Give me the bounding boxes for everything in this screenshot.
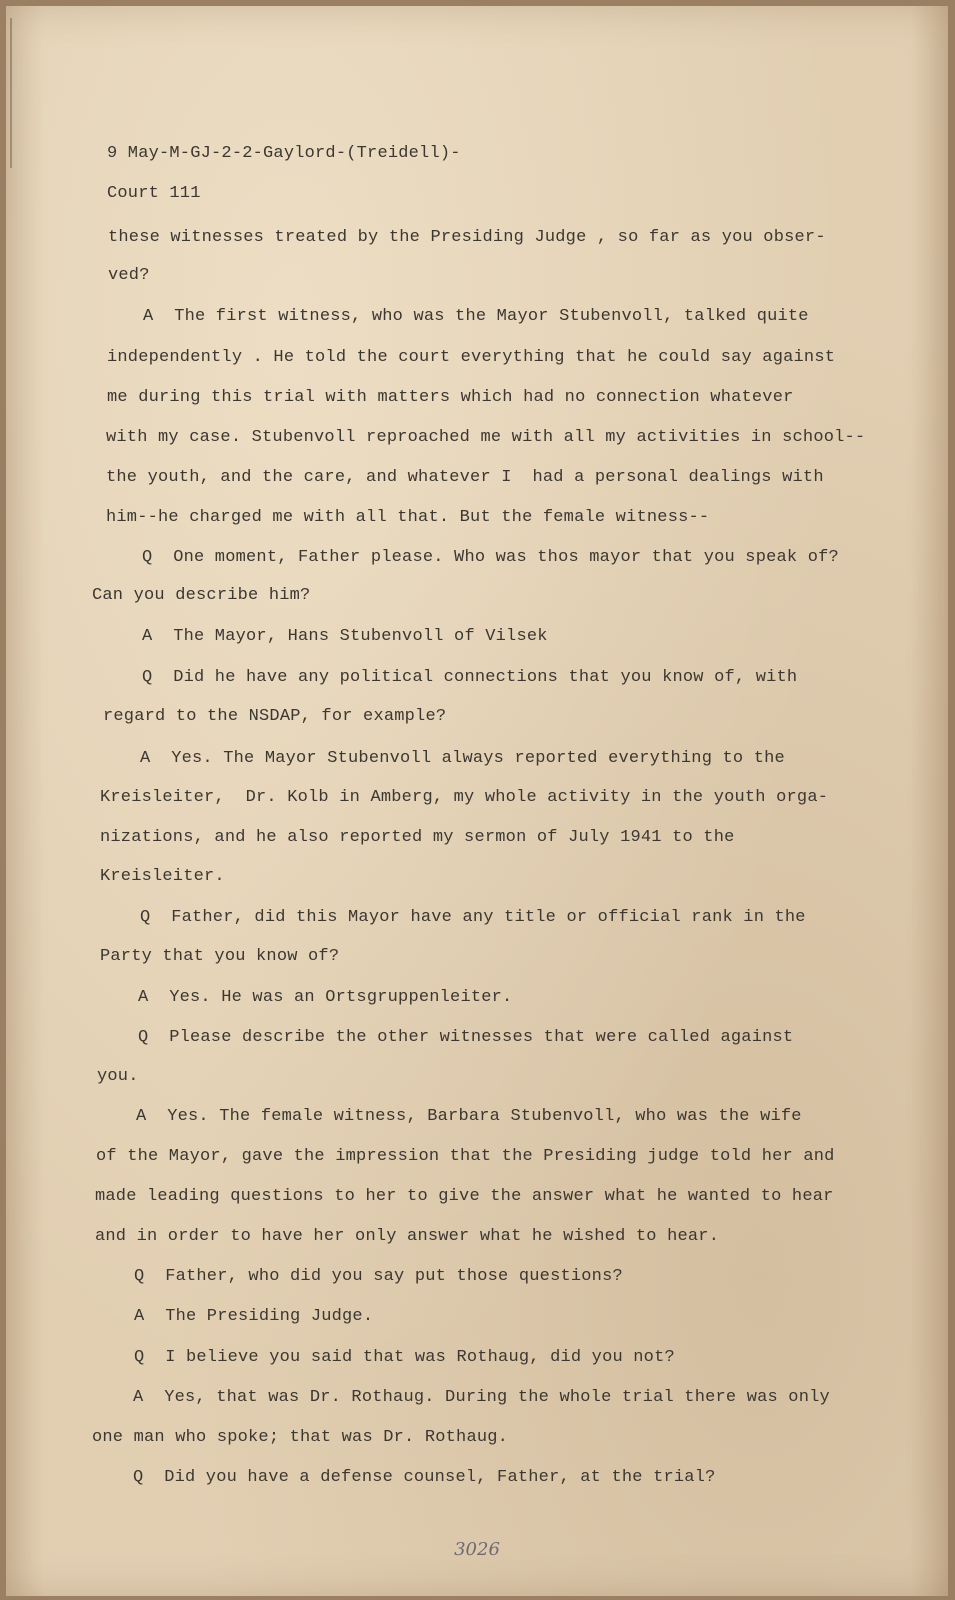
transcript-line: one man who spoke; that was Dr. Rothaug. <box>92 1428 509 1447</box>
transcript-line: Q Did you have a defense counsel, Father, at the trial? <box>133 1468 716 1487</box>
transcript-line: of the Mayor, gave the impression that the Presiding judge told her and <box>96 1147 835 1166</box>
document-page <box>6 6 948 1596</box>
transcript-line: Q One moment, Father please. Who was thos mayor that you speak of? <box>142 548 839 567</box>
transcript-line: you. <box>97 1067 139 1086</box>
transcript-line: independently . He told the court everything that he could say against <box>107 348 836 367</box>
transcript-line: Q I believe you said that was Rothaug, did you not? <box>134 1348 675 1367</box>
page-number: 3026 <box>454 1539 500 1560</box>
transcript-line: made leading questions to her to give the answer what he wanted to hear <box>95 1187 834 1206</box>
transcript-line: him--he charged me with all that. But the female witness-- <box>106 508 710 527</box>
transcript-line: A The Mayor, Hans Stubenvoll of Vilsek <box>142 627 548 646</box>
transcript-line: A The Presiding Judge. <box>134 1307 374 1326</box>
transcript-line: A Yes. The female witness, Barbara Stubenvoll, who was the wife <box>136 1107 802 1126</box>
transcript-line: me during this trial with matters which had no connection whatever <box>107 388 794 407</box>
transcript-line: Q Did he have any political connections that you know of, with <box>142 668 798 687</box>
transcript-line: A Yes. He was an Ortsgruppenleiter. <box>138 988 513 1007</box>
transcript-line: Q Father, who did you say put those questions? <box>134 1267 623 1286</box>
transcript-line: Kreisleiter, Dr. Kolb in Amberg, my whole activity in the youth orga- <box>100 788 829 807</box>
transcript-line: with my case. Stubenvoll reproached me with all my activities in school-- <box>106 428 866 447</box>
transcript-line: Kreisleiter. <box>100 867 225 886</box>
transcript-line: A Yes. The Mayor Stubenvoll always reported everything to the <box>140 749 785 768</box>
transcript-line: A Yes, that was Dr. Rothaug. During the whole trial there was only <box>133 1388 830 1407</box>
transcript-line: nizations, and he also reported my sermon of July 1941 to the <box>100 828 735 847</box>
transcript-line: and in order to have her only answer what he wished to hear. <box>95 1227 720 1246</box>
header-ref-line: 9 May-M-GJ-2-2-Gaylord-(Treidell)- <box>107 144 461 163</box>
transcript-line: Q Father, did this Mayor have any title or official rank in the <box>140 908 806 927</box>
transcript-line: Party that you know of? <box>100 947 340 966</box>
transcript-line: A The first witness, who was the Mayor Stubenvoll, talked quite <box>143 307 809 326</box>
header-court-line: Court 111 <box>107 184 201 203</box>
transcript-line: Q Please describe the other witnesses that were called against <box>138 1028 794 1047</box>
transcript-line: these witnesses treated by the Presiding Judge , so far as you obser- <box>108 228 826 247</box>
page-edge-mark <box>10 18 12 168</box>
transcript-line: ved? <box>108 266 150 285</box>
transcript-line: regard to the NSDAP, for example? <box>103 707 447 726</box>
transcript-line: the youth, and the care, and whatever I had a personal dealings with <box>106 468 824 487</box>
transcript-line: Can you describe him? <box>92 586 311 605</box>
